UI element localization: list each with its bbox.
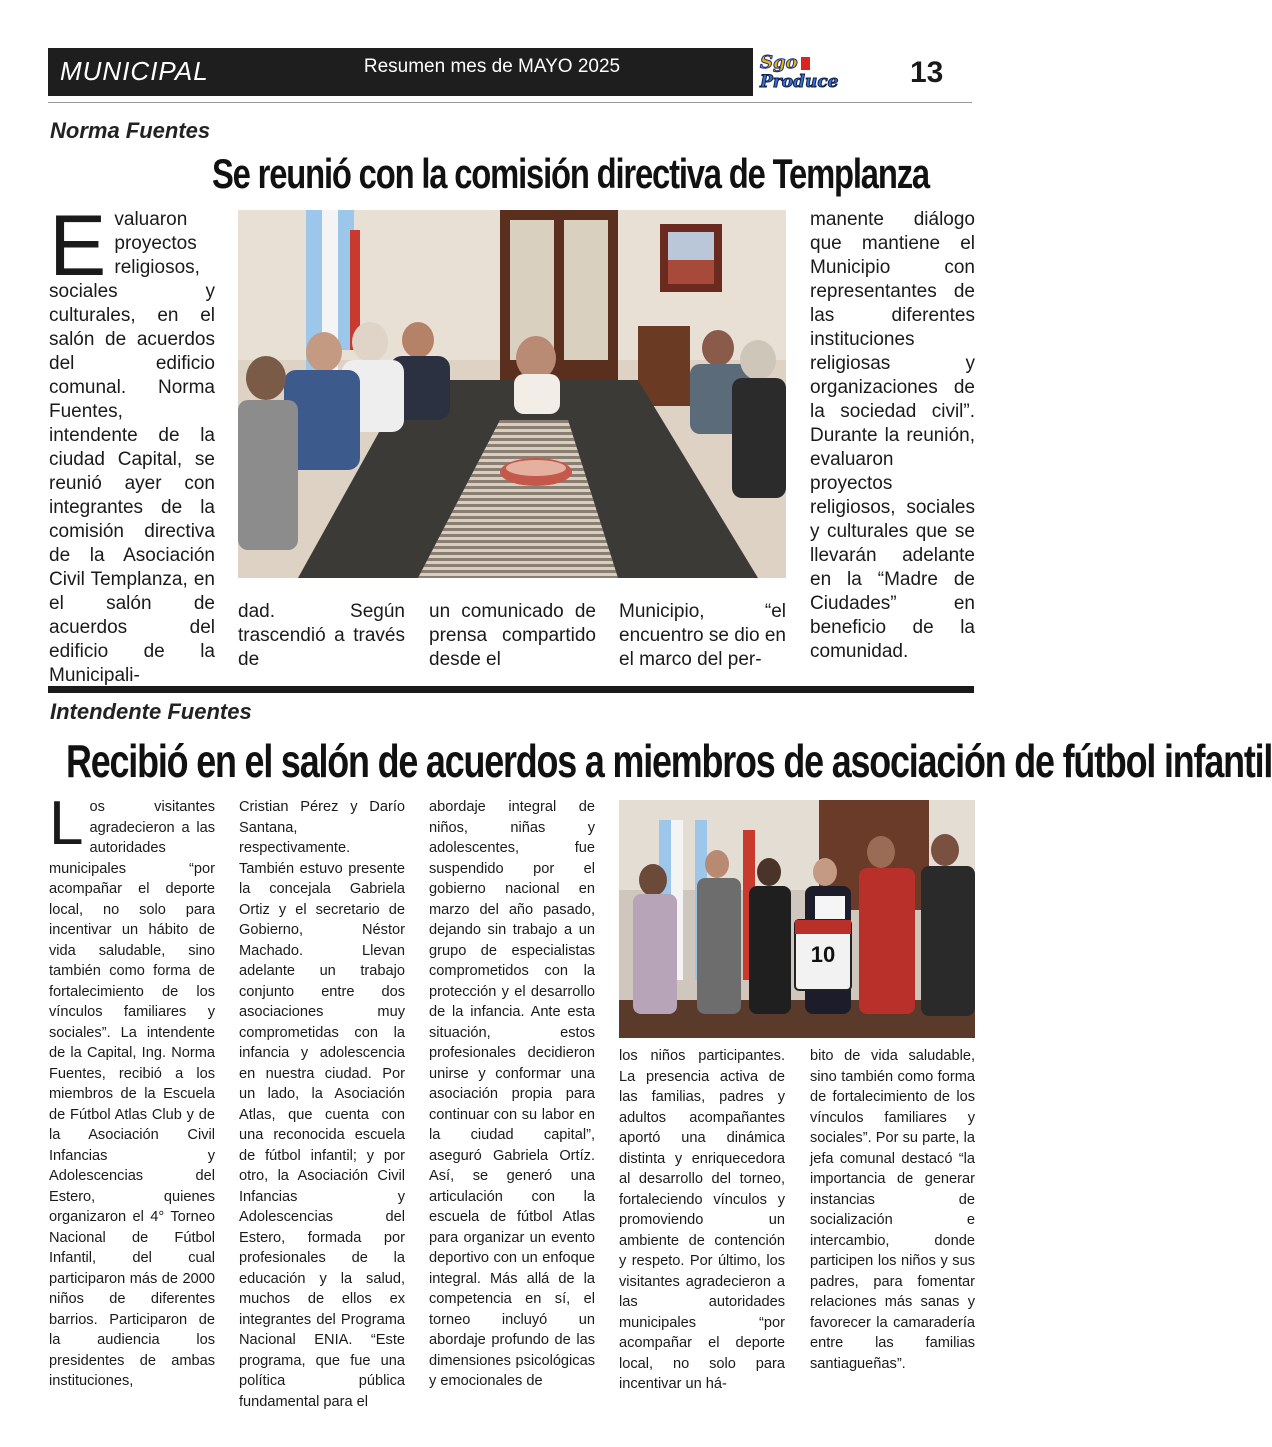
logo-line1: Sgo	[760, 52, 798, 73]
jersey-number: 10	[810, 942, 836, 967]
flag-icon	[801, 57, 810, 70]
publication-logo	[760, 52, 900, 96]
article1-column-4: Municipio, “el encuentro se dio en el marco del per-	[619, 601, 786, 670]
article1-kicker: Norma Fuentes	[50, 118, 211, 143]
article2-photo	[619, 800, 975, 1038]
article1-col1-text: valuaron proyectos religiosos, sociales y culturales, en el salón de acuerdos del edificio comunal. Norma Fuentes, intendente de la ciudad Capital, se reunió ayer con integrantes de la comisión directiva de la Asociación Civil Templanza, en el salón de acuerdos del edificio de la Municipali-	[49, 209, 215, 686]
article2-headline: Recibió en el salón de acuerdos a miembros de asociación de fútbol infantil	[66, 735, 1272, 787]
article1-column-2: dad. Según trascendió a través de	[238, 601, 405, 670]
logo-line2: Produce	[760, 72, 839, 92]
article2-dropcap: L	[49, 789, 84, 858]
header-rule	[48, 102, 972, 103]
article2-column-4: los niños participantes. La presencia activa de las familias, padres y adultos acompañantes aportó una dinámica distinta y enriquecedora al desarrollo del torneo, fortaleciendo vínculos y promoviendo un ambiente de contención y respeto. Por último, los visitantes agradecieron a las autoridades municipales “por acompañar el deporte local, no solo para incentivar un há-	[619, 1048, 785, 1392]
article1-dropcap: E	[49, 198, 107, 294]
article2-column-1	[49, 789, 215, 1397]
article1-photo	[238, 210, 786, 578]
article1-headline: Se reunió con la comisión directiva de Templanza	[212, 150, 929, 197]
group-photo	[619, 800, 975, 1038]
article1-column-5: manente diálogo que mantiene el Municipio con representantes de las diferentes instituciones religiosas y organizaciones de la sociedad civil”. Durante la reunión, evaluaron proyectos religiosos, sociales y culturales que se llevarán adelante en la “Madre de Ciudades” en beneficio de la comunidad.	[810, 209, 975, 662]
article2-column-3: abordaje integral de niños, niñas y adolescentes, fue suspendido por el gobierno nacional en marzo del año pasado, dejando sin trabajo a un grupo de especialistas comprometidos con la protección y el desarrollo de la infancia. Ante esta situación, estos profesionales decidieron unirse y conformar una asociación propia para continuar con su labor en la ciudad capital”, aseguró Gabriela Ortíz. Así, se generó una articulación con la escuela de fútbol Atlas para organizar un evento deportivo con un enfoque integral. Más allá de la competencia en sí, el torneo incluyó un abordaje profundo de las dimensiones psicológicas y emocionales de	[429, 799, 595, 1389]
article-divider	[48, 686, 974, 693]
article2-column-5: bito de vida saludable, sino también como forma de fortalecimiento de los vínculos familiares y sociales”. Por su parte, la jefa comunal destacó “la importancia de generar instancias de socialización e intercambio, donde participen los niños y sus padres, para fomentar relaciones más sanas y favorecer la camaradería entre las familias santiagueñas”.	[810, 1048, 975, 1372]
article2-column-2: Cristian Pérez y Darío Santana, respectivamente. También estuvo presente la concejala Gabriela Ortiz y el secretario de Gobierno, Néstor Machado. Llevan adelante un trabajo conjunto entre dos asociaciones muy comprometidas con la infancia y adolescencia en nuestra ciudad. Por un lado, la Asociación Atlas, que cuenta con una reconocida escuela de fútbol infantil; y por otro, la Asociación Civil Infancias y Adolescencias del Estero, formada por profesionales de la educación y la salud, muchos de ellos ex integrantes del Programa Nacional ENIA. “Este programa, que fue una política pública fundamental para el	[239, 799, 405, 1410]
issue-label: Resumen mes de MAYO 2025	[363, 56, 621, 77]
section-label: MUNICIPAL	[60, 56, 209, 86]
article1-column-1	[49, 198, 215, 686]
meeting-photo	[238, 210, 786, 578]
article2-col1-text: os visitantes agradecieron a las autoridades municipales “por acompañar el deporte local, no solo para incentivar un hábito de vida saludable, sino también como forma de fortalecimiento de los vínculos familiares y sociales”. La intendente de la Capital, Ing. Norma Fuentes, recibió a los miembros de la Escuela de Fútbol Atlas Club y de la Asociación Civil Infancias y Adolescencias del Estero, quienes organizaron el 4° Torneo Nacional de Fútbol Infantil, del cual participaron más de 2000 niños de diferentes barrios. Participaron de la audiencia los presidentes de ambas instituciones,	[49, 799, 215, 1389]
article2-kicker: Intendente Fuentes	[50, 699, 252, 724]
page-number: 13	[910, 56, 944, 89]
article1-column-3: un comunicado de prensa compartido desde el	[429, 601, 596, 670]
